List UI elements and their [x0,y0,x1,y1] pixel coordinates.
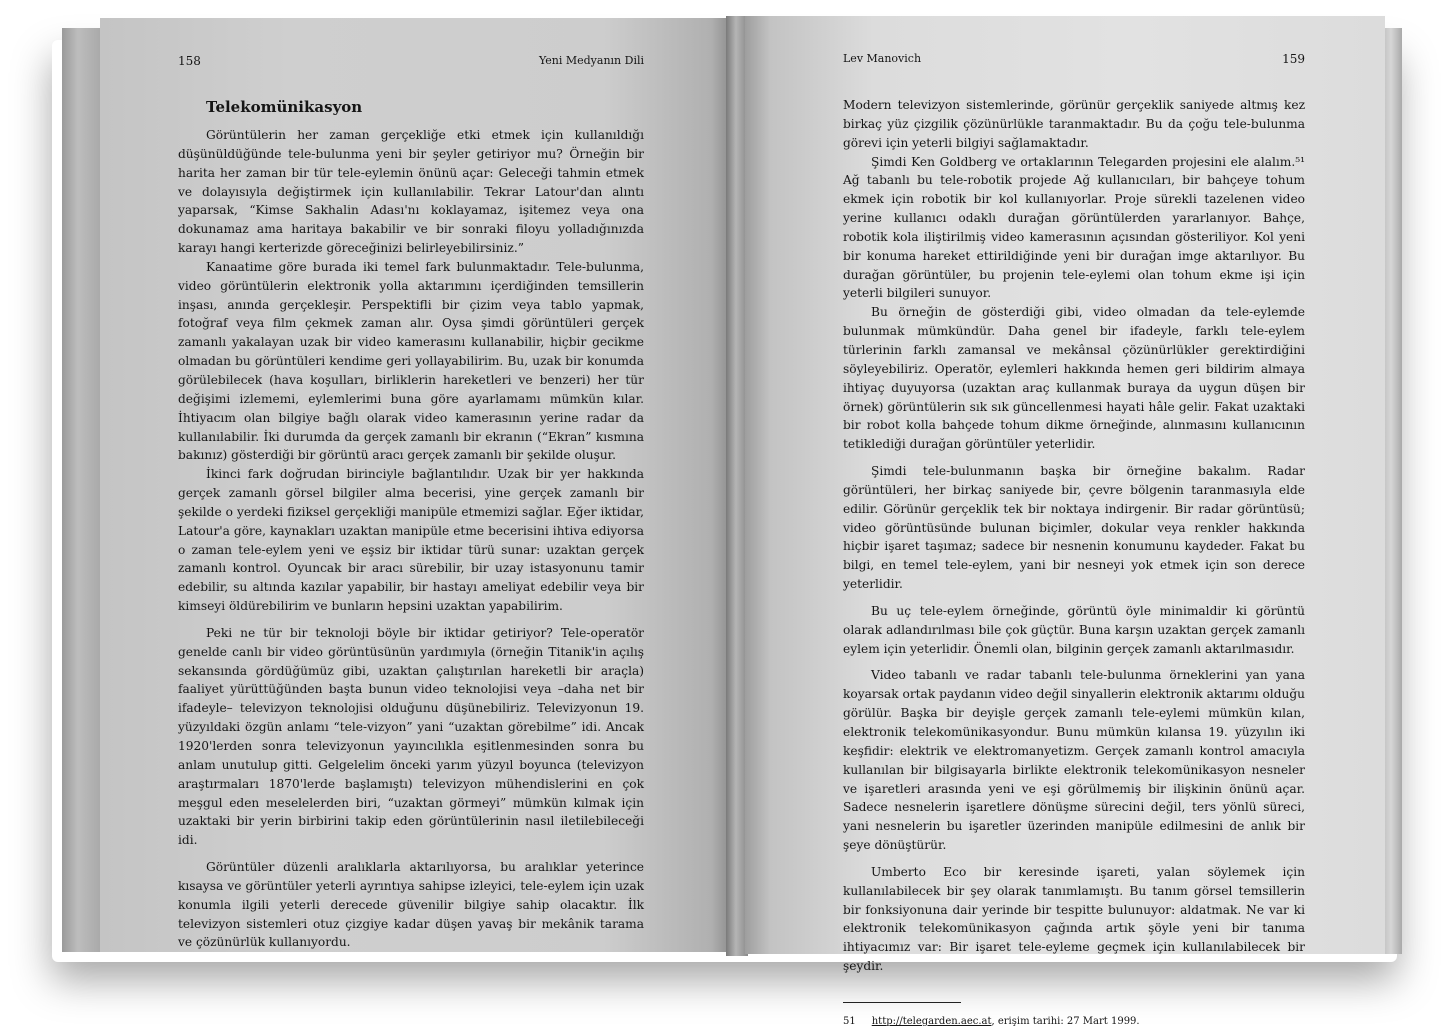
right-paragraph-3: Bu örneğin de gösterdiği gibi, video olmadan da tele-eylemde bulunmak mümkündür. Daha genel bir ifadeyle, farklı tele-eylem türlerinin farklı zamansal ve mekânsal çözünürlükler gerektirdiğini söyleyebiliriz. Operatör, eylemleri hakkında hemen geri bildirim almaya ihtiyaç duyuyorsa (uzaktan araç kullanmak buraya da uygun düşen bir örnek) görüntülerin sık sık güncellenmesi hayati hâle gelir. Fakat uzaktaki bir robot kolla bahçede tohum dikme örneğinde, alınmasını kullanıcının tetiklediği durağan görüntüler yeterlidir. [843,305,1305,452]
right-paragraph-1: Modern televizyon sistemlerinde, görünür gerçeklik saniyede altmış kez birkaç yüz çizgilik çözünürlükle taranmaktadır. Bu da çoğu tele-bulunma görevi için yeterli bilgiyi sağlamaktadır. [843,98,1305,150]
right-body-text [843,96,1305,976]
left-paragraph-1: Görüntülerin her zaman gerçekliğe etki etmek için kullanıldığı düşünüldüğünde tele-bulunma yeni bir şeyler getiriyor mu? Örneğin bir harita her zaman bir tür tele-eylemin önünü açar: Geleceği tahmin etmek ve dolayısıyla değiştirmek için kullanılabilir. Tekrar Latour'dan alıntı yaparsak, “Kimse Sakhalin Adası'nı koklayamaz, işitemez veya ona dokunamaz ama haritaya bakabilir ve bir sonraki filoyu yolladığınızda karayı hangi kerterizde göreceğinizi belirleyebilirsiniz.” [178,128,644,256]
footnote [843,1015,1305,1029]
left-paragraph-2: Kanaatime göre burada iki temel fark bulunmaktadır. Tele-bulunma, video görüntülerin elektronik yolla aktarımını içerdiğinden temsillerin inşası, anında gerçekleşir. Perspektifli bir çizim veya tablo yapmak, fotoğraf veya film çekmek zaman alır. Oysa şimdi görüntüleri gerçek zamanlı yakalayan uzak bir video kamerasını kullanabilir, hiçbir gecikme olmadan bu görüntüleri kendime geri yollayabilirim. Bu, uzak bir konumda görülebilecek (hava koşulları, birliklerin hareketleri ve benzeri) her tür değişimi izlememi, eylemlerimi buna göre ayarlamamı mümkün kılar. İhtiyacım olan bilgiye bağlı olarak video kamerasının yerine radar da kullanılabilir. İki durumda da gerçek zamanlı bir ekranın (“Ekran” kısmına bakınız) gösterdiği bir görüntü aracı gerçek zamanlı bir şekilde oluşur. [178,259,644,463]
left-paragraph-5: Görüntüler düzenli aralıklarla aktarılıyorsa, bu aralıklar yeterince kısaysa ve görüntüler yeterli ayrıntıya sahipse izleyici, tele-eylem için uzak konumla ilgili yeterli derecede güvenilir bilgiye sahip olacaktır. İlk televizyon sistemleri otuz çizgiye kadar düşen yavaş bir mekânik tarama ve çözünürlük kullanıyordu. [178,860,644,950]
left-page [100,18,730,952]
left-page-number: 158 [178,54,201,68]
right-running-head-title: Lev Manovich [843,52,922,65]
left-running-head-title: Yeni Medyanın Dili [538,54,644,67]
right-paragraph-5: Bu uç tele-eylem örneğinde, görüntü öyle minimaldir ki görüntü olarak adlandırılması bile çok güçtür. Buna karşın uzaktan gerçek zamanlı eylem için yeterlidir. Önemli olan, bilginin gerçek zamanlı aktarılmasıdır. [843,603,1305,656]
right-paragraph-2: Şimdi Ken Goldberg ve ortaklarının Telegarden projesini ele alalım.⁵¹ Ağ tabanlı bu tele-robotik projede Ağ kullanıcıları, bir bahçeye tohum ekmek için robotik bir kol kullanıyorlar. Proje sürekli tazelenen video yerine kullanıcı odaklı durağan görüntülerden yararlanıyor. Bahçe, robotik kola iliştirilmiş video kamerasının açısından gösteriliyor. Kol yeni bir konuma hareket ettirildiğinde yeni bir durağan imge aktarılıyor. Bu durağan görüntüler, bu projenin tele-eylemi olan tohum ekme işi için yeterli bilgileri sunuyor. [843,154,1305,301]
footnote-text: , erişim tarihi: 27 Mart 1999. [991,1015,1140,1027]
right-paragraph-6: Video tabanlı ve radar tabanlı tele-bulunma örneklerini yan yana koyarsak ortak paydanın video değil sinyallerin elektronik aktarımı olduğu görülür. Başka bir deyişle gerçek zamanlı tele-eylemi mümkün kılan, elektronik telekomünikasyondur. Bunu mümkün kılansa 19. yüzyılın iki keşfidir: elektrik ve elektromanyetizm. Gerçek zamanlı kontrol amacıyla kullanılan bir bilgisayarla birlikte elektronik telekomünikasyon nesneler ve işaretleri arasında yeni ve eşi görülmemiş bir ilişkinin önünü açar. Sadece nesnelerin işaretlere dönüşme sürecini değil, ters yönlü süreci, yani nesnelerin bu işaretler üzerinden manipüle edilmesini de anlık bir şeye dönüştürür. [843,668,1305,853]
left-running-header [178,54,644,76]
left-paragraph-4: Peki ne tür bir teknoloji böyle bir iktidar getiriyor? Tele-operatör genelde canlı bir video görüntüsünün yardımıyla (örneğin Titanik'in açılış sekansında gördüğümüz gibi, uzaktan çalıştırılan hareketli bir araçla) faaliyet yürüttüğünden başta bunun video teknolojisi veya –daha net bir ifadeyle– televizyon teknolojisi olduğunu düşünebiliriz. Televizyonun 19. yüzyıldaki özgün anlamı “tele-vizyon” yani “uzaktan görebilme” idi. Ancak 1920'lerden sonra televizyonun yayıncılıkla eşitlenmesinden sonra bu anlam unutulup gitti. Gelgelelim önceki yarım yüzyıl boyunca (televizyon araştırmaları 1870'lerde başlamıştı) televizyon mühendislerini en çok meşgul eden meselelerden biri, “uzaktan görmeyi” mümkün kılmak için uzaktaki bir yerin birbirini takip eden görüntülerinin nasıl iletilebileceği idi. [178,625,644,848]
right-running-header [843,52,1305,74]
footnote-rule [843,1002,961,1003]
left-paragraph-3: İkinci fark doğrudan birinciyle bağlantılıdır. Uzak bir yer hakkında gerçek zamanlı görsel bilgiler alma becerisi, yine gerçek zamanlı bir şekilde o yerdeki fiziksel gerçekliği manipüle etmemizi sağlar. Eğer iktidar, Latour'a göre, kaynakları uzaktan manipüle etme becerisini ihtiva ediyorsa o zaman tele-eylem yeni ve eşsiz bir iktidar türü sunar: uzaktan gerçek zamanlı kontrol. Oyuncak bir aracı sürebilir, bir uzay istasyonunu tamir edebilir, su altında kazılar yapabilir, bir hastayı ameliyat edebilir veya bir kimseyi öldürebilirim ve bunların hepsini uzaktan yapabilirim. [178,467,644,614]
footnote-link[interactable]: http://telegarden.aec.at [871,1015,992,1027]
left-body-text [178,126,644,952]
right-page-number: 159 [1282,52,1305,66]
right-paragraph-7: Umberto Eco bir keresinde işareti, yalan söylemek için kullanılabilecek bir şey olarak tanımlamıştı. Bu tanım görsel temsillerin bir fonksiyonuna dair yerinde bir tespitte bulunuyor: aldatmak. Ne var ki elektronik telekomünikasyon çağında artık şöyle yeni bir tanıma ihtiyacımız var: Bir işaret tele-eyleme geçmek için kullanılabilecek bir şeydir. [843,864,1305,974]
left-page-stack [62,28,102,952]
right-page [745,16,1385,1027]
section-title: Telekomünikasyon [206,98,363,116]
footnote-number: 51 [843,1015,856,1027]
right-paragraph-4: Şimdi tele-bulunmanın başka bir örneğine bakalım. Radar görüntüleri, her birkaç saniyede bir, çevre bölgenin taranmasıyla elde edilir. Görünür gerçeklik tek bir noktaya indirgenir. Bir radar görüntüsü; video görüntüsünde bulunan biçimler, dokular veya renkler hakkında hiçbir işaret taşımaz; sadece bir nesnenin konumunu kaydeder. Fakat bu bilgi, en temel tele-eylem, yani bir nesneyi yok etmek için son derece yeterlidir. [843,464,1305,592]
